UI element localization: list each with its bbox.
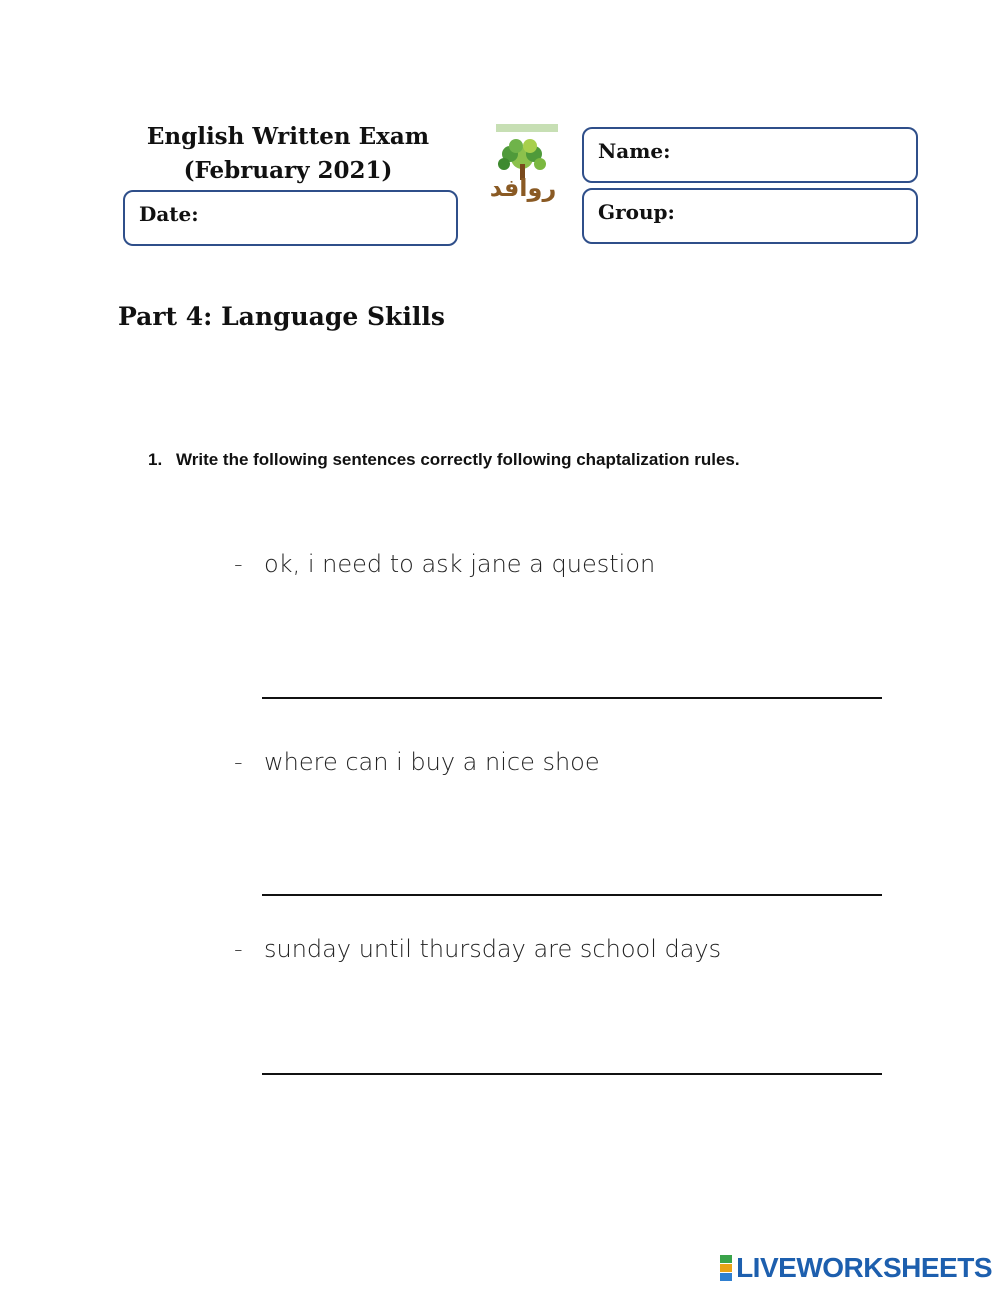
answer-line[interactable]: [262, 1073, 882, 1075]
sentence-text: sunday until thursday are school days: [264, 935, 722, 963]
name-label: Name:: [598, 139, 671, 163]
part-title: Part 4: Language Skills: [118, 302, 445, 331]
brand-blocks-icon: [720, 1255, 732, 1281]
question-number: 1.: [148, 450, 163, 469]
answer-line[interactable]: [262, 697, 882, 699]
question-text: Write the following sentences correctly following chaptalization rules.: [176, 450, 740, 469]
sentence-bullet: -: [234, 748, 243, 776]
sentence-item: [234, 935, 721, 963]
question-instruction: [148, 450, 740, 470]
sentence-item: [234, 550, 655, 578]
brand-text: LIVEWORKSHEETS: [736, 1252, 992, 1283]
answer-line[interactable]: [262, 894, 882, 896]
sentence-bullet: -: [234, 935, 243, 963]
sentence-item: [234, 748, 600, 776]
group-label: Group:: [598, 200, 675, 224]
school-logo: [474, 122, 570, 206]
name-field[interactable]: [582, 127, 918, 183]
sentence-bullet: -: [234, 550, 243, 578]
exam-title: [118, 120, 458, 188]
date-field[interactable]: [123, 190, 458, 246]
date-label: Date:: [139, 202, 199, 226]
sentence-text: ok, i need to ask jane a question: [264, 550, 656, 578]
group-field[interactable]: [582, 188, 918, 244]
logo-text: روافد: [489, 174, 557, 202]
exam-title-line2: (February 2021): [183, 157, 393, 184]
sentence-text: where can i buy a nice shoe: [264, 748, 600, 776]
exam-title-line1: English Written Exam: [146, 123, 430, 150]
liveworksheets-brand: [720, 1252, 992, 1284]
